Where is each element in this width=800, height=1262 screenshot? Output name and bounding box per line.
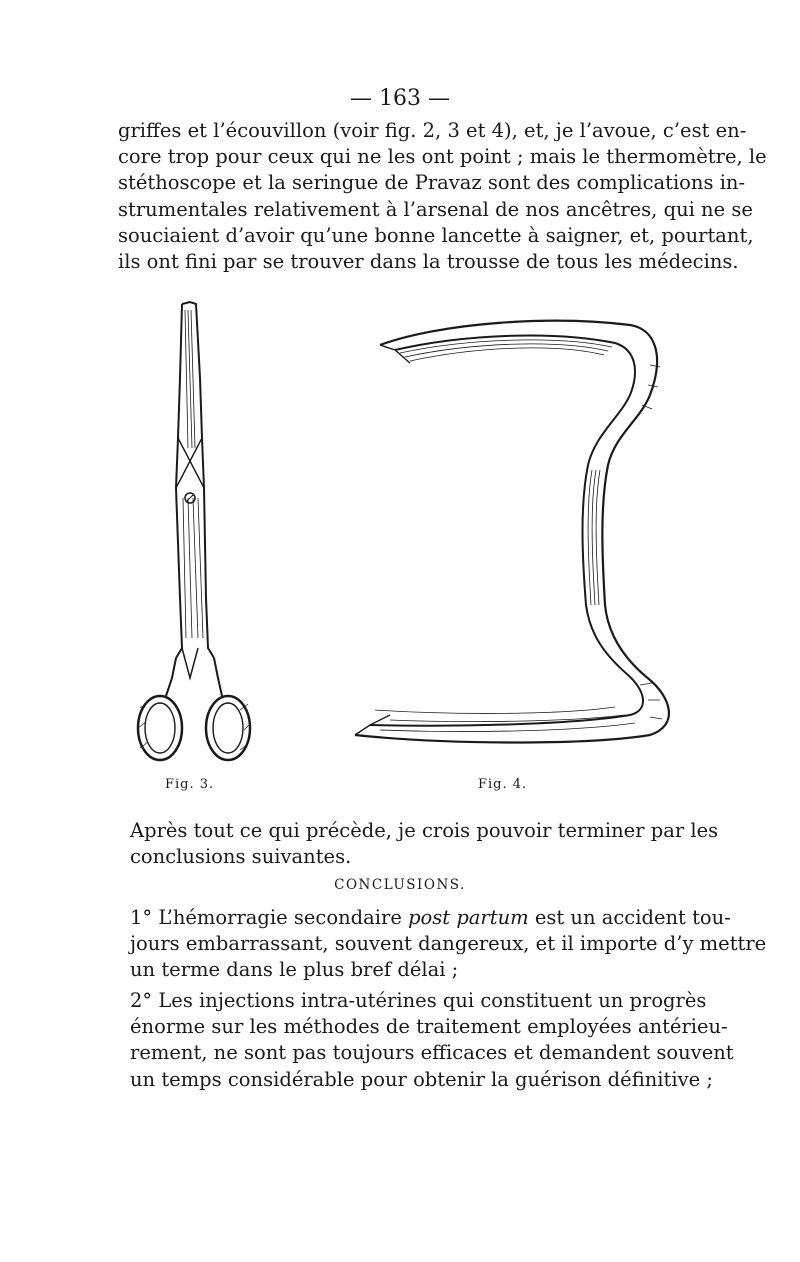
text-line: énorme sur les méthodes de traitement employées antérieu-: [130, 1015, 728, 1039]
italic-term: post partum: [408, 906, 529, 929]
paragraph-intro: [118, 118, 767, 275]
forceps-illustration-icon: [128, 298, 268, 768]
text-line: rement, ne sont pas toujours efficaces et demandent souvent: [130, 1041, 734, 1065]
figure-4: [350, 305, 685, 765]
figure-4-caption: Fig. 4.: [478, 777, 528, 792]
conclusion-item-1: [130, 905, 767, 984]
text-line: [130, 905, 731, 931]
text-line: un temps considérable pour obtenir la guérison définitive ;: [130, 1067, 713, 1091]
figure-3: [128, 298, 268, 768]
text-line: core trop pour ceux qui ne les ont point ; mais le thermomètre, le: [118, 145, 767, 169]
text-line: stéthoscope et la seringue de Pravaz sont des complications in-: [118, 171, 746, 195]
text-line: strumentales relativement à l’arsenal de nos ancêtres, qui ne se: [118, 197, 753, 221]
text-line: conclusions suivantes.: [130, 845, 352, 869]
text-segment: est un accident tou-: [528, 906, 731, 929]
text-segment: 1° L’hémorragie secondaire: [130, 906, 409, 929]
section-heading-conclusions: CONCLUSIONS.: [334, 877, 466, 893]
speculum-illustration-icon: [350, 305, 685, 765]
text-line: 2° Les injections intra-utérines qui constituent un progrès: [130, 989, 707, 1012]
text-line: griffes et l’écouvillon (voir fig. 2, 3 et 4), et, je l’avoue, c’est en-: [118, 119, 747, 142]
text-line: un terme dans le plus bref délai ;: [130, 958, 459, 982]
text-line: souciaient d’avoir qu’une bonne lancette à saigner, et, pourtant,: [118, 223, 754, 247]
text-line: ils ont fini par se trouver dans la trousse de tous les médecins.: [118, 250, 739, 274]
figure-3-caption: Fig. 3.: [165, 777, 215, 792]
text-line: Après tout ce qui précède, je crois pouvoir terminer par les: [130, 819, 719, 842]
conclusion-item-2: [130, 988, 734, 1093]
text-line: jours embarrassant, souvent dangereux, et il importe d’y mettre: [130, 932, 767, 956]
paragraph-transition: [130, 818, 719, 870]
page-number: — 163 —: [350, 86, 450, 111]
